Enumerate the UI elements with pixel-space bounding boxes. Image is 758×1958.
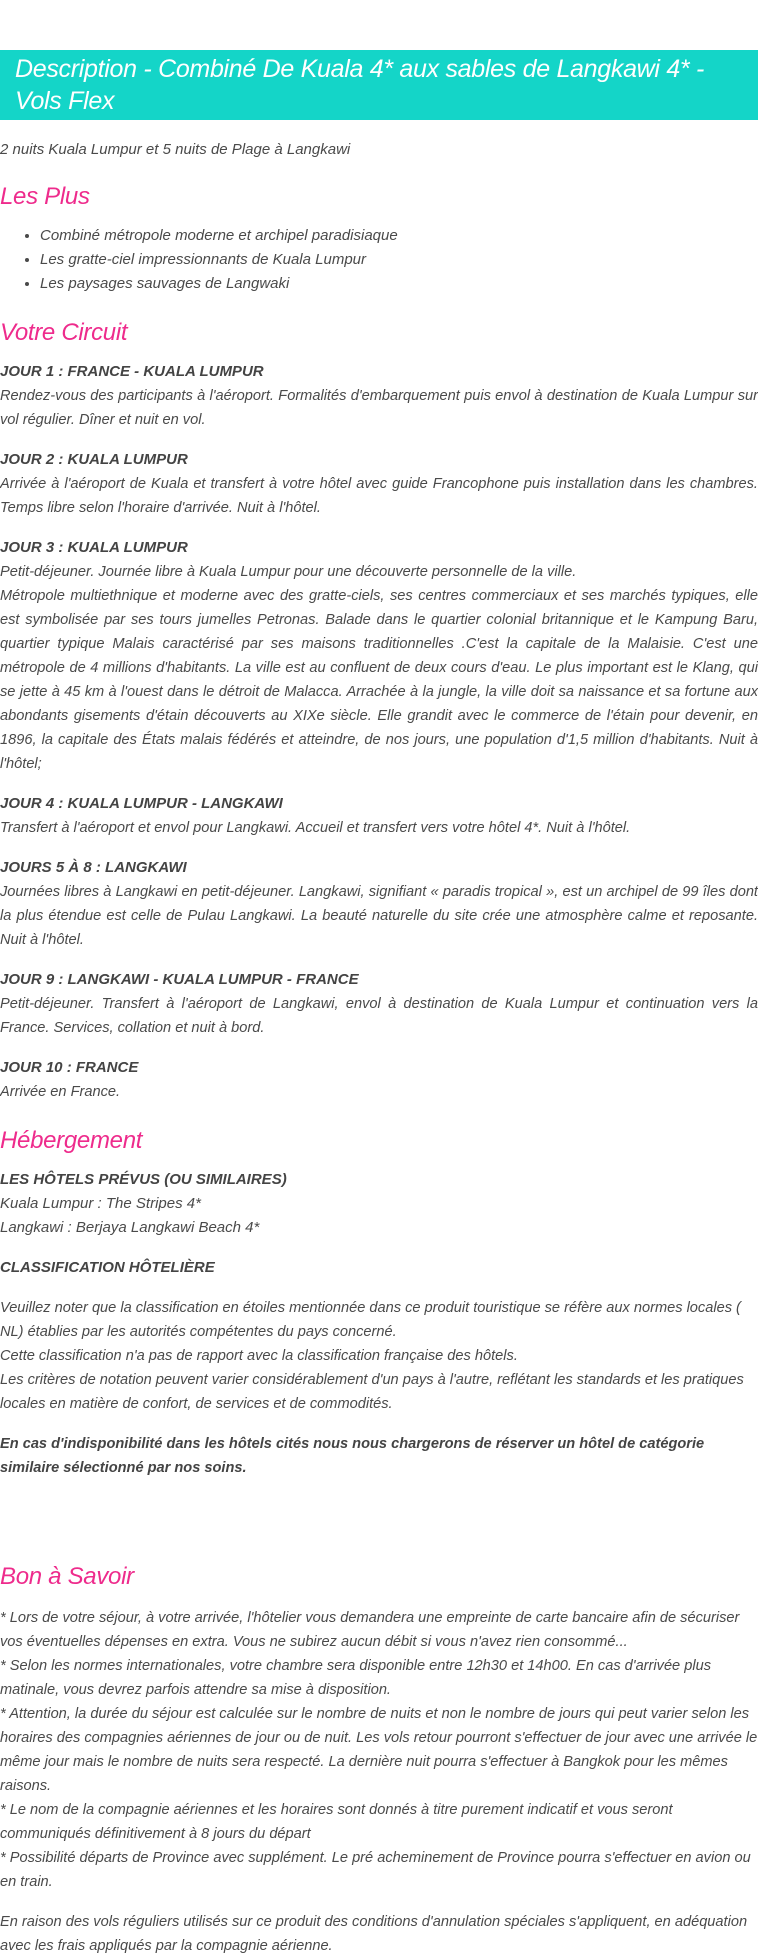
section-heading-hebergement: Hébergement bbox=[0, 1127, 143, 1154]
hotel-line: Langkawi : Berjaya Langkawi Beach 4* bbox=[0, 1219, 260, 1236]
day-text: Arrivée à l'aéroport de Kuala et transfert à votre hôtel avec guide Francophone puis installation dans les chambres. Temps libre selon l'horaire d'arrivée. Nuit à l'hôtel. bbox=[0, 476, 758, 516]
day-title: JOUR 3 : KUALA LUMPUR bbox=[0, 539, 188, 556]
section-heading-plus: Les Plus bbox=[0, 183, 90, 210]
day-text: Journées libres à Langkawi en petit-déjeuner. Langkawi, signifiant « paradis tropical », est un archipel de 99 îles dont la plus étendue est celle de Pulau Langkawi. La beauté naturelle du site crée une atmosphère calme et reposante. Nuit à l'hôtel. bbox=[0, 884, 758, 948]
day-text-detail: Métropole multiethnique et moderne avec des gratte-ciels, ses centres commerciaux et ses marchés typiques, elle est symbolisée par ses tours jumelles Petronas. Balade dans le quartier colonial britannique et le Kampung Baru, quartier typique Malais caractérisé par ses maisons traditionnelles .C'est la capitale de la Malaisie. C'est une métropole de 4 millions d'habitants. La ville est au confluent de deux cours d'eau. Le plus important est le Klang, qui se jette à 45 km à l'ouest dans le détroit de Malacca. Arrachée à la jungle, la ville doit sa naissance et sa fortune aux abondants gisements d'étain découverts au XIXe siècle. Elle grandit avec le commerce de l'étain pour devenir, en 1896, la capitale des États malais fédérés et atteindre, de nos jours, une population d'1,5 million d'habitants. Nuit à l'hôtel; bbox=[0, 588, 758, 772]
day-block bbox=[0, 536, 758, 776]
savoir-line: * Attention, la durée du séjour est calculée sur le nombre de nuits et non le nombre de jours qui peut varier selon les horaires des compagnies aériennes de jour ou de nuit. Les vols retour pourront s'effectuer de jour avec une arrivée le même jour mais le nombre de nuits sera respecté. La dernière nuit pourra s'effectuer à Bangkok pour les mêmes raisons. bbox=[0, 1706, 758, 1794]
hotel-line: Kuala Lumpur : The Stripes 4* bbox=[0, 1195, 201, 1212]
day-block bbox=[0, 448, 758, 520]
classification-title: CLASSIFICATION HÔTELIÈRE bbox=[0, 1259, 215, 1276]
day-text: Arrivée en France. bbox=[0, 1084, 121, 1100]
closing-text: En raison des vols réguliers utilisés sur ce produit des conditions d'annulation spéciales s'appliquent, en adéquation avec les frais appliqués par la compagnie aérienne. bbox=[0, 1914, 748, 1954]
day-title: JOUR 4 : KUALA LUMPUR - LANGKAWI bbox=[0, 795, 283, 812]
section-heading-savoir: Bon à Savoir bbox=[0, 1563, 134, 1590]
savoir-line: * Selon les normes internationales, votre chambre sera disponible entre 12h30 et 14h00. En cas d'arrivée plus matinale, vous devrez parfois attendre sa mise à disposition. bbox=[0, 1658, 712, 1698]
hotels-title: LES HÔTELS PRÉVUS (OU SIMILAIRES) bbox=[0, 1171, 287, 1188]
day-title: JOUR 2 : KUALA LUMPUR bbox=[0, 451, 188, 468]
classification-text: Veuillez noter que la classification en étoiles mentionnée dans ce produit touristique se réfère aux normes locales ( NL) établies par les autorités compétentes du pays concerné. bbox=[0, 1300, 741, 1340]
list-item: • Les gratte-ciel impressionnants de Kuala Lumpur bbox=[40, 248, 758, 272]
intro-text: 2 nuits Kuala Lumpur et 5 nuits de Plage à Langkawi bbox=[0, 141, 351, 158]
classification-text: Les critères de notation peuvent varier considérablement d'un pays à l'autre, reflétant les standards et les pratiques locales en matière de confort, de services et de commodités. bbox=[0, 1372, 744, 1412]
day-text: Rendez-vous des participants à l'aéroport. Formalités d'embarquement puis envol à destination de Kuala Lumpur sur vol régulier. Dîner et nuit en vol. bbox=[0, 388, 758, 428]
page-title: Description - Combiné De Kuala 4* aux sables de Langkawi 4* - Vols Flex bbox=[15, 55, 705, 115]
day-block bbox=[0, 360, 758, 432]
list-item: • Les paysages sauvages de Langwaki bbox=[40, 272, 758, 296]
day-block bbox=[0, 792, 758, 840]
availability-note: En cas d'indisponibilité dans les hôtels cités nous nous chargerons de réserver un hôtel de catégorie similaire sélectionné par nos soins. bbox=[0, 1436, 705, 1476]
day-title: JOUR 10 : FRANCE bbox=[0, 1059, 139, 1076]
day-block bbox=[0, 856, 758, 952]
savoir-line: * Possibilité départs de Province avec supplément. Le pré acheminement de Province pourra s'effectuer en avion ou en train. bbox=[0, 1850, 751, 1890]
day-text: Transfert à l'aéroport et envol pour Langkawi. Accueil et transfert vers votre hôtel 4*. Nuit à l'hôtel. bbox=[0, 820, 631, 836]
plus-list bbox=[0, 224, 758, 296]
classification-block bbox=[0, 1256, 758, 1480]
savoir-block bbox=[0, 1606, 758, 1894]
day-title: JOURS 5 À 8 : LANGKAWI bbox=[0, 859, 187, 876]
savoir-line: * Lors de votre séjour, à votre arrivée, l'hôtelier vous demandera une empreinte de carte bancaire afin de sécuriser vos éventuelles dépenses en extra. Vous ne subirez aucun débit si vous n'avez rien consommé... bbox=[0, 1610, 740, 1650]
day-title: JOUR 9 : LANGKAWI - KUALA LUMPUR - FRANCE bbox=[0, 971, 359, 988]
day-text: Petit-déjeuner. Journée libre à Kuala Lumpur pour une découverte personnelle de la ville. bbox=[0, 564, 577, 580]
title-banner bbox=[0, 50, 758, 120]
section-heading-circuit: Votre Circuit bbox=[0, 319, 128, 346]
day-title: JOUR 1 : FRANCE - KUALA LUMPUR bbox=[0, 363, 264, 380]
day-block bbox=[0, 1056, 758, 1104]
savoir-line: * Le nom de la compagnie aériennes et les horaires sont donnés à titre purement indicatif et vous seront communiqués définitivement à 8 jours du départ bbox=[0, 1802, 673, 1842]
hotels-block bbox=[0, 1168, 758, 1240]
list-item: • Combiné métropole moderne et archipel paradisiaque bbox=[40, 224, 758, 248]
day-text: Petit-déjeuner. Transfert à l'aéroport de Langkawi, envol à destination de Kuala Lumpur et continuation vers la France. Services, collation et nuit à bord. bbox=[0, 996, 758, 1036]
day-block bbox=[0, 968, 758, 1040]
classification-text: Cette classification n'a pas de rapport avec la classification française des hôtels. bbox=[0, 1348, 518, 1364]
